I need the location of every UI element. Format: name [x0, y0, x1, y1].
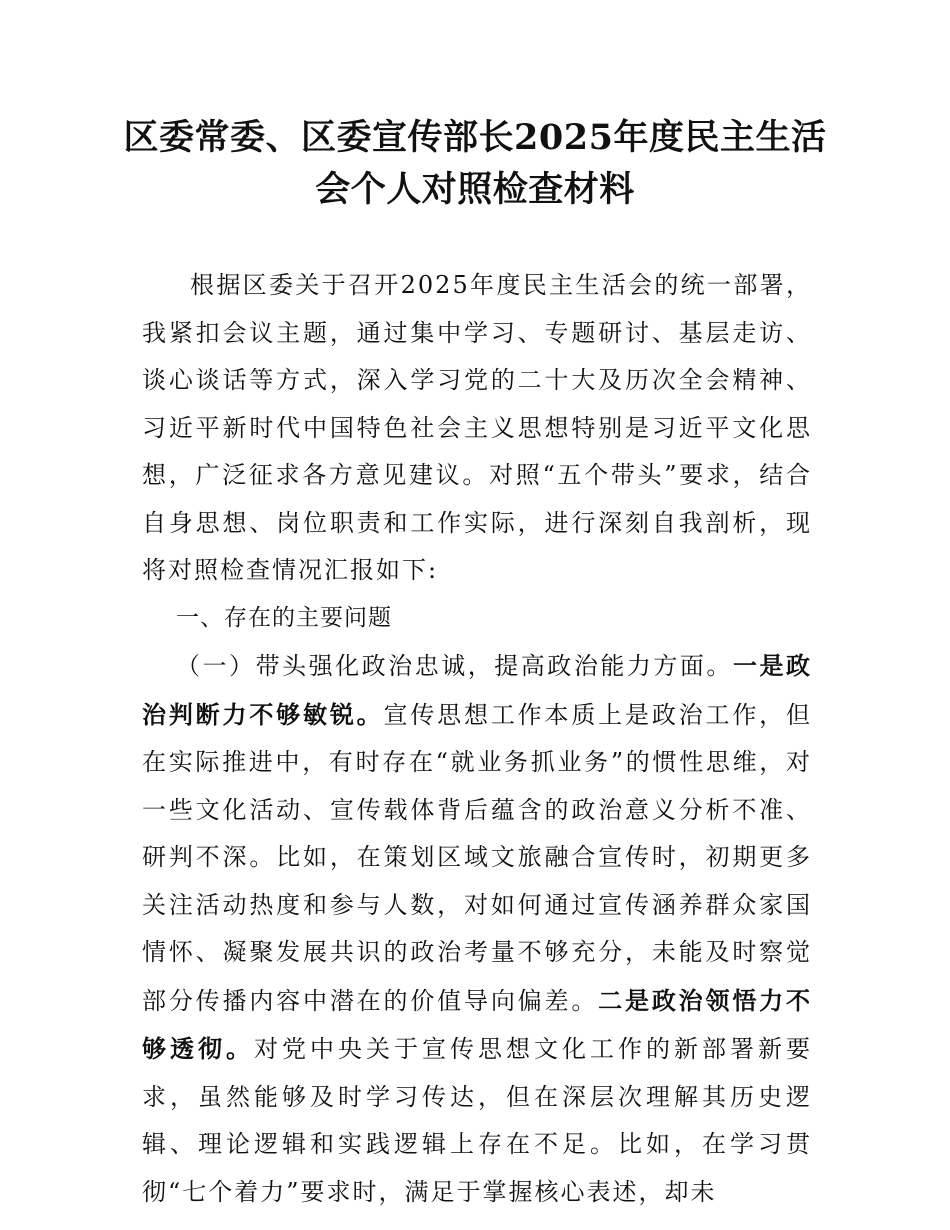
- title-line-1: 区委常委、区委宣传部长2025年度民主生活: [123, 117, 827, 158]
- point-1-text: 宣传思想工作本质上是政治工作，但在实际推进中，有时存在“就业务抓业务”的惯性思维，对一些文化活动、宣传载体背后蕴含的政治意义分析不准、研判不深。比如，在策划区域文旅融合宣传时，初期更多关注活动热度和参与人数，对如何通过宣传涵养群众家国情怀、凝聚发展共识的政治考量不够充分，未能及时察觉部分传播内容中潜在的价值导向偏差。: [142, 700, 812, 1015]
- subsection-political-loyalty: [142, 642, 812, 1216]
- point-1-title: 一是政治判断力不够敏锐。: [142, 651, 813, 729]
- title-line-2: 会个人对照检查材料: [315, 169, 635, 210]
- section-heading-problems: 一、存在的主要问题: [176, 604, 392, 631]
- point-2-text: 对党中央关于宣传思想文化工作的新部署新要求，虽然能够及时学习传达，但在深层次理解其历史逻辑、理论逻辑和实践逻辑上存在不足。比如，在学习贯彻“七个着力”要求时，满足于掌握核心表述，却未: [142, 1035, 812, 1206]
- subsection-lead: （一）带头强化政治忠诚，提高政治能力方面。: [176, 652, 733, 680]
- intro-paragraph: 根据区委关于召开2025年度民主生活会的统一部署，我紧扣会议主题，通过集中学习、专题研讨、基层走访、谈心谈话等方式，深入学习党的二十大及历次全会精神、习近平新时代中国特色社会主义思想特别是习近平文化思想，广泛征求各方意见建议。对照“五个带头”要求，结合自身思想、岗位职责和工作实际，进行深刻自我剖析，现将对照检查情况汇报如下:: [142, 271, 812, 584]
- point-2-title: 二是政治领悟力不够透彻。: [142, 985, 813, 1063]
- document-body: [142, 262, 812, 1216]
- document-title: [100, 112, 850, 216]
